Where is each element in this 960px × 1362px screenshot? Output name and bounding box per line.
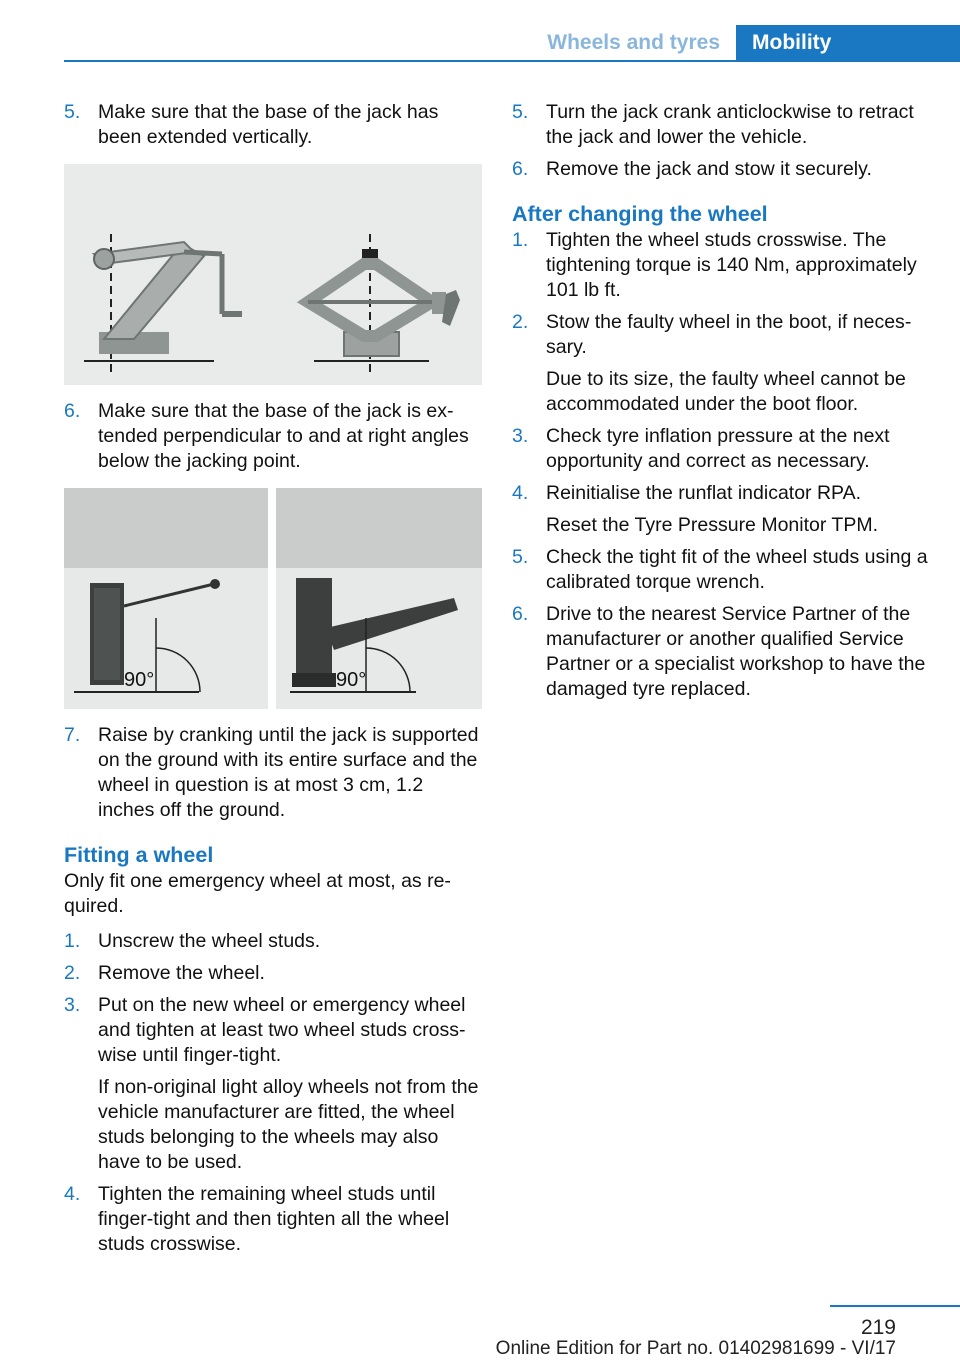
list-item [64, 1182, 482, 1257]
list-item [512, 545, 930, 595]
step-number: 6. [512, 158, 529, 180]
jack-perpendicular-figure [64, 488, 482, 709]
step-number: 7. [64, 724, 81, 746]
list-item [64, 929, 482, 954]
list-item [512, 602, 930, 702]
edition-note: Online Edition for Part no. 01402981699 - VI/17 [495, 1338, 896, 1359]
list-item [64, 399, 482, 474]
step-note: Reset the Tyre Pressure Monitor TPM. [546, 514, 878, 536]
step-text: Remove the wheel. [98, 962, 265, 984]
section-tab[interactable]: Wheels and tyres [547, 31, 720, 54]
list-item [64, 723, 482, 823]
list-item [64, 993, 482, 1068]
step-text: Reinitialise the runflat indicator RPA. [546, 482, 862, 504]
list-item [64, 100, 482, 150]
footer-rule [830, 1305, 960, 1307]
left-column [64, 100, 482, 1264]
right-column [512, 100, 930, 709]
list-item [512, 100, 930, 150]
jack-vertical-figure [64, 164, 482, 385]
list-item [512, 157, 930, 182]
page-number: 219 [860, 1316, 896, 1339]
step-number: 6. [512, 603, 529, 625]
step-text: Tighten the wheel studs crosswise. The tightening torque is 140 Nm, approximately 101 lb ft. [546, 229, 917, 301]
step-text: Make sure that the base of the jack has been extended vertically. [98, 101, 439, 148]
fitting-heading: Fitting a wheel [64, 843, 214, 867]
list-item [512, 424, 930, 474]
angle-label-right: 90° [336, 669, 367, 691]
step-text: Drive to the nearest Service Partner of the manufacturer or another qualified Service Partner or a specialist workshop to have the damaged tyre replaced. [546, 603, 926, 700]
step-text: Tighten the remaining wheel studs until finger-tight and then tighten all the wheel studs crosswise. [98, 1183, 450, 1255]
step-text: Make sure that the base of the jack is extended perpendicular to and at right angles below the jacking point. [98, 400, 469, 472]
step-number: 2. [512, 311, 529, 333]
step-number: 3. [64, 994, 81, 1016]
step-note: Due to its size, the faulty wheel cannot be accommodated under the boot floor. [546, 368, 906, 415]
list-item [512, 481, 930, 506]
angle-label-left: 90° [124, 669, 155, 691]
jack-perpendicular-illustration [64, 488, 482, 709]
step-number: 5. [512, 546, 529, 568]
step-text: Turn the jack crank anticlockwise to retract the jack and lower the vehicle. [546, 101, 914, 148]
step-number: 1. [512, 229, 529, 251]
step-text: Stow the faulty wheel in the boot, if necessary. [546, 311, 912, 358]
list-item [64, 961, 482, 986]
step-number: 6. [64, 400, 81, 422]
after-heading: After changing the wheel [512, 202, 768, 226]
fitting-intro: Only fit one emergency wheel at most, as required. [64, 870, 451, 917]
step-text: Check tyre inflation pressure at the next opportunity and correct as necessary. [546, 425, 890, 472]
step-number: 1. [64, 930, 81, 952]
header-rule [64, 60, 960, 62]
step-number: 4. [64, 1183, 81, 1205]
chapter-tab[interactable]: Mobility [736, 25, 960, 61]
list-item [512, 228, 930, 303]
step-number: 5. [64, 101, 81, 123]
step-text: Check the tight fit of the wheel studs using a calibrated torque wrench. [546, 546, 928, 593]
list-item [512, 310, 930, 360]
step-note: If non-original light alloy wheels not from the vehicle manufacturer are fitted, the wheel studs belonging to the wheels may also have to be used. [98, 1076, 479, 1173]
step-number: 3. [512, 425, 529, 447]
step-text: Put on the new wheel or emergency wheel and tighten at least two wheel studs crosswise until finger-tight. [98, 994, 466, 1066]
jack-vertical-illustration [64, 164, 482, 385]
step-text: Raise by cranking until the jack is supported on the ground with its entire surface and the wheel in question is at most 3 cm, 1.2 inches off the ground. [98, 724, 479, 821]
step-number: 4. [512, 482, 529, 504]
step-number: 5. [512, 101, 529, 123]
step-text: Unscrew the wheel studs. [98, 930, 321, 952]
step-number: 2. [64, 962, 81, 984]
step-text: Remove the jack and stow it securely. [546, 158, 872, 180]
